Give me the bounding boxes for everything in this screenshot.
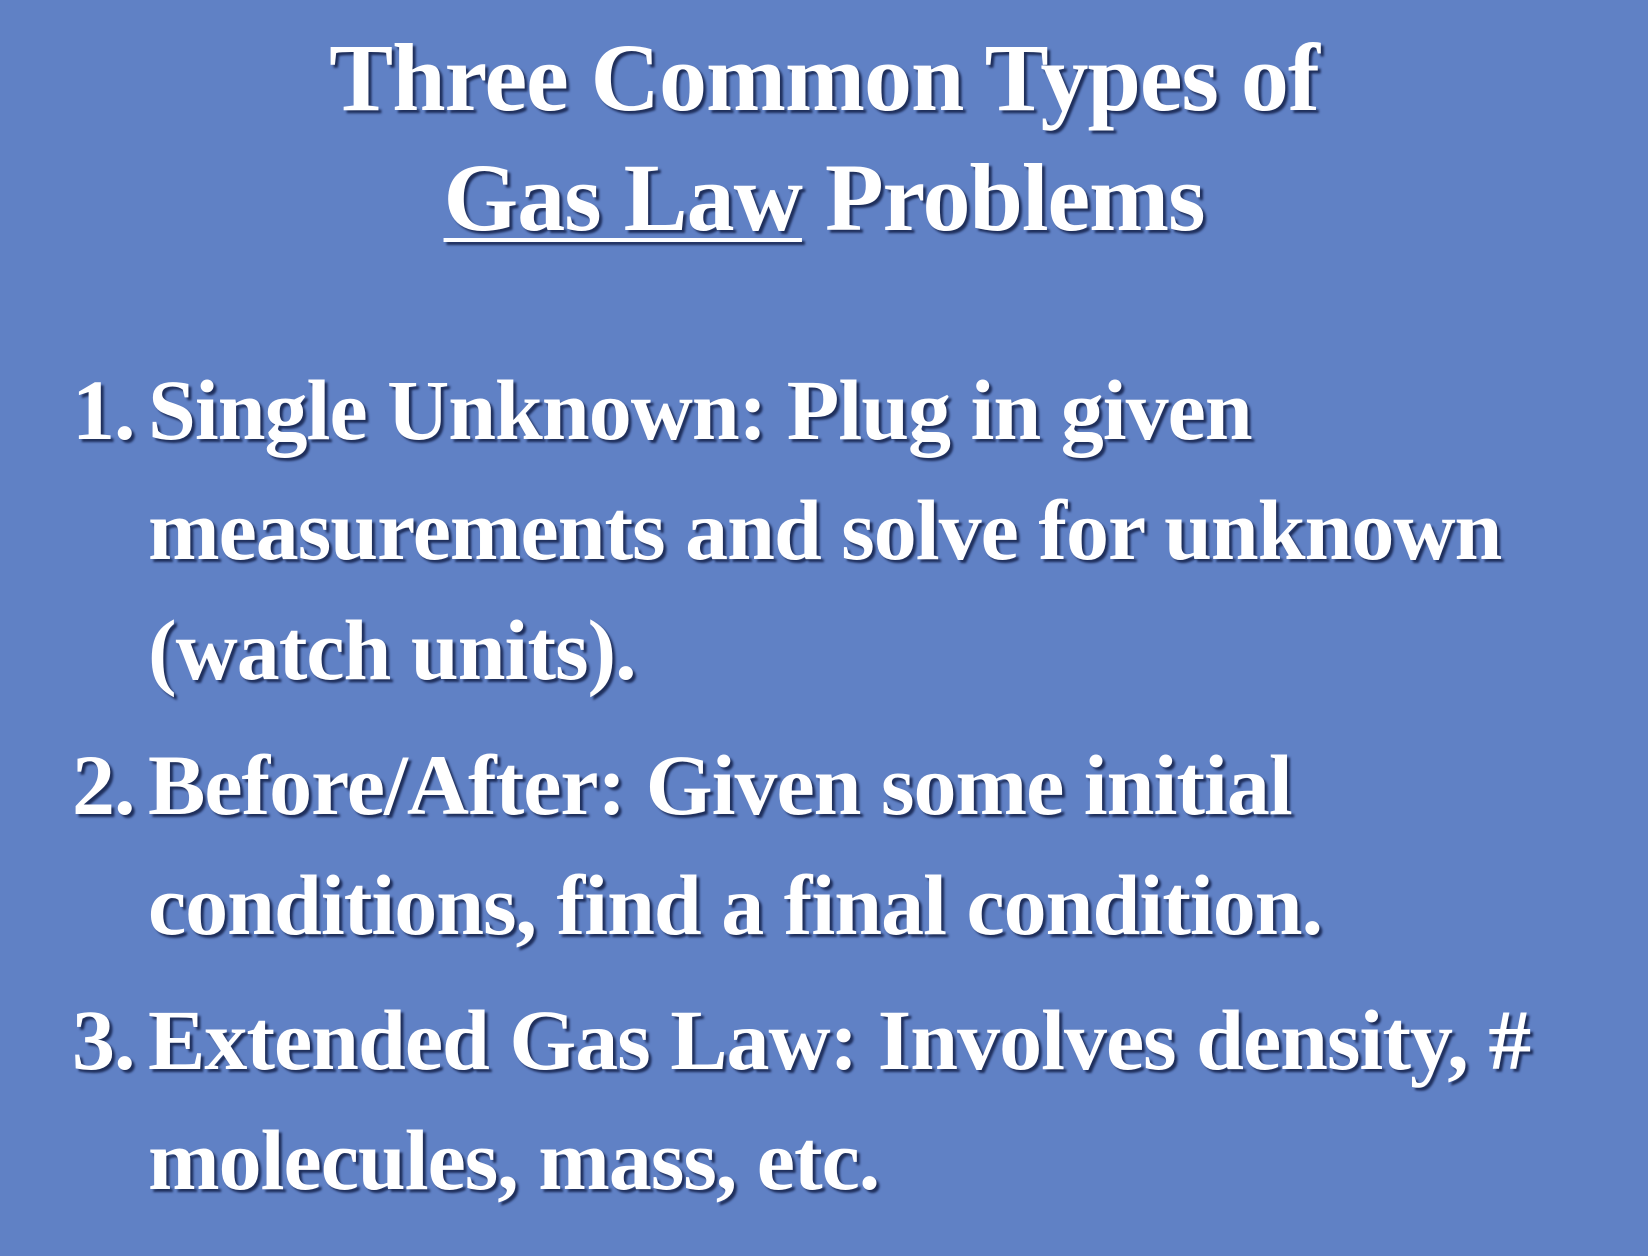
- list-item: [72, 725, 1632, 965]
- list-item-number: 3.: [72, 992, 135, 1088]
- title-underlined-term: Gas Law: [443, 144, 802, 251]
- problem-types-list: [72, 350, 1632, 1235]
- title-line-1: Three Common Types of: [329, 24, 1319, 131]
- list-item-text: Extended Gas Law: Involves density, # molecules, mass, etc.: [148, 992, 1531, 1208]
- list-item-text: Single Unknown: Plug in given measurements and solve for unknown (watch units).: [148, 362, 1502, 698]
- list-item-number: 1.: [72, 362, 135, 458]
- title-line-2: [0, 138, 1648, 258]
- list-item: [72, 980, 1632, 1220]
- slide-title: [0, 18, 1648, 258]
- title-line-2-rest: Problems: [801, 144, 1205, 251]
- list-item: [72, 350, 1632, 710]
- list-item-number: 2.: [72, 737, 135, 833]
- list-item-text: Before/After: Given some initial conditions, find a final condition.: [148, 737, 1323, 953]
